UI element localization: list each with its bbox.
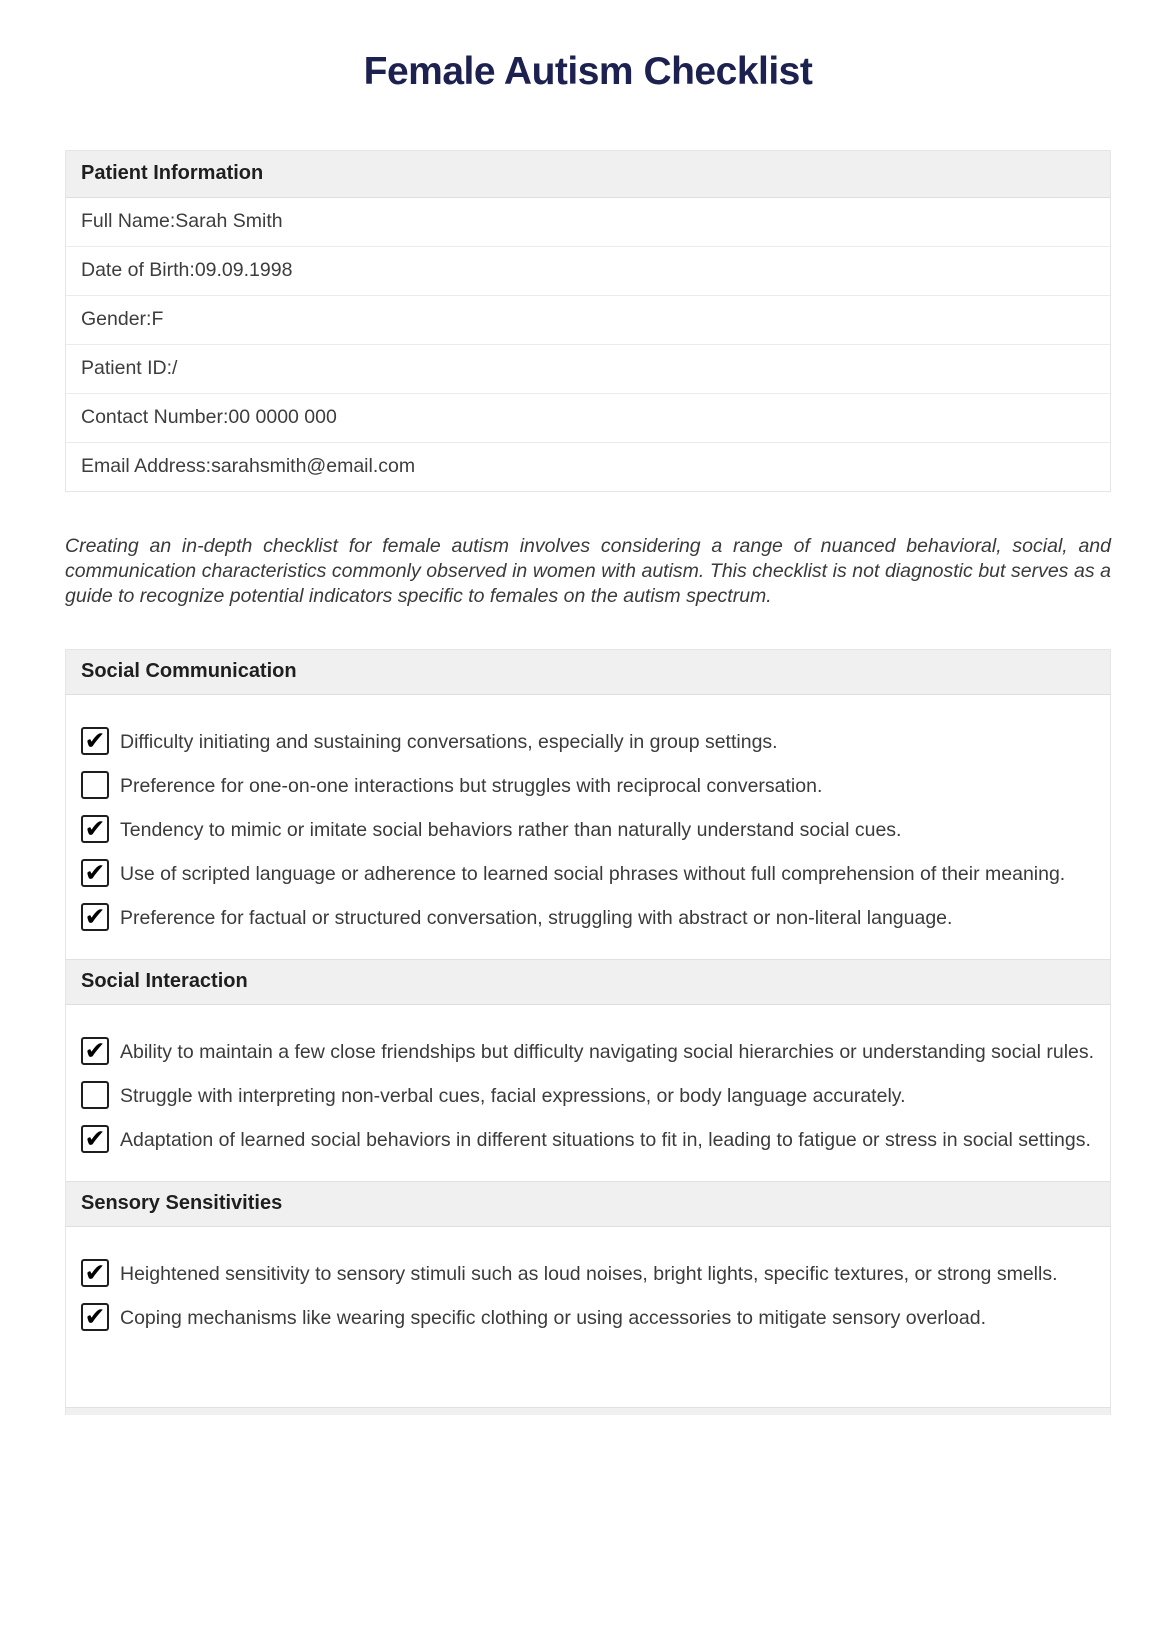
checkmark-icon: ✔ xyxy=(84,813,106,843)
patient-info-row xyxy=(66,198,1110,247)
checklist-item-label: Ability to maintain a few close friendships but difficulty navigating social hierarchies or understanding social rules. xyxy=(120,1041,1095,1063)
section-header-sensory-sensitivities: Sensory Sensitivities xyxy=(66,1181,1110,1227)
field-label: Email Address: xyxy=(81,455,212,477)
checkbox[interactable] xyxy=(81,1125,109,1153)
checkbox[interactable] xyxy=(81,1081,109,1109)
field-value: 09.09.1998 xyxy=(194,259,293,281)
checkbox[interactable] xyxy=(81,1303,109,1331)
checkmark-icon: ✔ xyxy=(84,1123,106,1153)
section-body xyxy=(66,1227,1110,1407)
checkbox[interactable] xyxy=(81,859,109,887)
patient-info-header: Patient Information xyxy=(66,151,1110,198)
section-body xyxy=(66,1005,1110,1181)
checklist-item-label: Tendency to mimic or imitate social behaviors rather than naturally understand social cues. xyxy=(120,819,902,841)
patient-info-row xyxy=(66,345,1110,394)
checklist-item xyxy=(81,901,1095,931)
checkmark-icon: ✔ xyxy=(84,1257,106,1287)
next-section-header-partial xyxy=(66,1407,1110,1415)
section-header-social-interaction: Social Interaction xyxy=(66,959,1110,1005)
checkbox[interactable] xyxy=(81,1259,109,1287)
field-label: Full Name: xyxy=(81,210,176,232)
patient-info-row xyxy=(66,443,1110,491)
patient-info-row xyxy=(66,394,1110,443)
checkmark-icon: ✔ xyxy=(84,901,106,931)
field-value: 00 0000 000 xyxy=(228,406,337,428)
field-value: sarahsmith@email.com xyxy=(211,455,416,477)
checklist-table xyxy=(65,649,1111,1415)
checkbox[interactable] xyxy=(81,815,109,843)
checklist-item-label: Struggle with interpreting non-verbal cues, facial expressions, or body language accurately. xyxy=(120,1085,906,1107)
checkmark-icon: ✔ xyxy=(84,1035,106,1065)
checkbox[interactable] xyxy=(81,727,109,755)
checklist-item-label: Coping mechanisms like wearing specific clothing or using accessories to mitigate sensory overload. xyxy=(120,1307,986,1329)
field-label: Patient ID: xyxy=(81,357,173,379)
checklist-item xyxy=(81,773,1095,799)
field-value: / xyxy=(172,357,178,379)
checklist-item-label: Preference for factual or structured conversation, struggling with abstract or non-literal language. xyxy=(120,907,953,929)
checklist-item xyxy=(81,1301,1095,1331)
patient-info-rows xyxy=(66,198,1110,491)
field-value: Sarah Smith xyxy=(175,210,283,232)
field-label: Gender: xyxy=(81,308,152,330)
checklist-item-label: Adaptation of learned social behaviors in different situations to fit in, leading to fatigue or stress in social settings. xyxy=(120,1129,1091,1151)
checklist-item-label: Heightened sensitivity to sensory stimuli such as loud noises, bright lights, specific textures, or strong smells. xyxy=(120,1263,1058,1285)
checklist-item xyxy=(81,725,1095,755)
checklist-item xyxy=(81,857,1095,887)
checkmark-icon: ✔ xyxy=(84,725,106,755)
checklist-item-label: Difficulty initiating and sustaining conversations, especially in group settings. xyxy=(120,731,778,753)
patient-info-row xyxy=(66,296,1110,345)
checkbox[interactable] xyxy=(81,1037,109,1065)
checkbox[interactable] xyxy=(81,903,109,931)
checklist-item xyxy=(81,1083,1095,1109)
page-title: Female Autism Checklist xyxy=(363,50,813,93)
patient-info-row xyxy=(66,247,1110,296)
checklist-item xyxy=(81,1257,1095,1287)
checklist-item-label: Use of scripted language or adherence to learned social phrases without full comprehension of their meaning. xyxy=(120,863,1066,885)
checklist-item-label: Preference for one-on-one interactions but struggles with reciprocal conversation. xyxy=(120,775,823,797)
checkmark-icon: ✔ xyxy=(84,857,106,887)
document-page xyxy=(0,50,1176,1630)
checkmark-icon: ✔ xyxy=(84,1301,106,1331)
field-label: Date of Birth: xyxy=(81,259,195,281)
document-content xyxy=(65,50,1111,1415)
checklist-item xyxy=(81,813,1095,843)
checkbox[interactable] xyxy=(81,771,109,799)
checklist-item xyxy=(81,1123,1095,1153)
section-body xyxy=(66,695,1110,959)
section-header-social-communication: Social Communication xyxy=(66,650,1110,695)
field-value: F xyxy=(151,308,164,330)
checklist-item xyxy=(81,1035,1095,1065)
patient-info-table xyxy=(65,150,1111,492)
field-label: Contact Number: xyxy=(81,406,229,428)
intro-paragraph: Creating an in-depth checklist for female autism involves considering a range of nuanced behavioral, social, and communication characteristics commonly observed in women with autism. This checklist is not diagnostic but serves as a guide to recognize potential indicators specific to females on the autism spectrum. xyxy=(65,535,1111,607)
